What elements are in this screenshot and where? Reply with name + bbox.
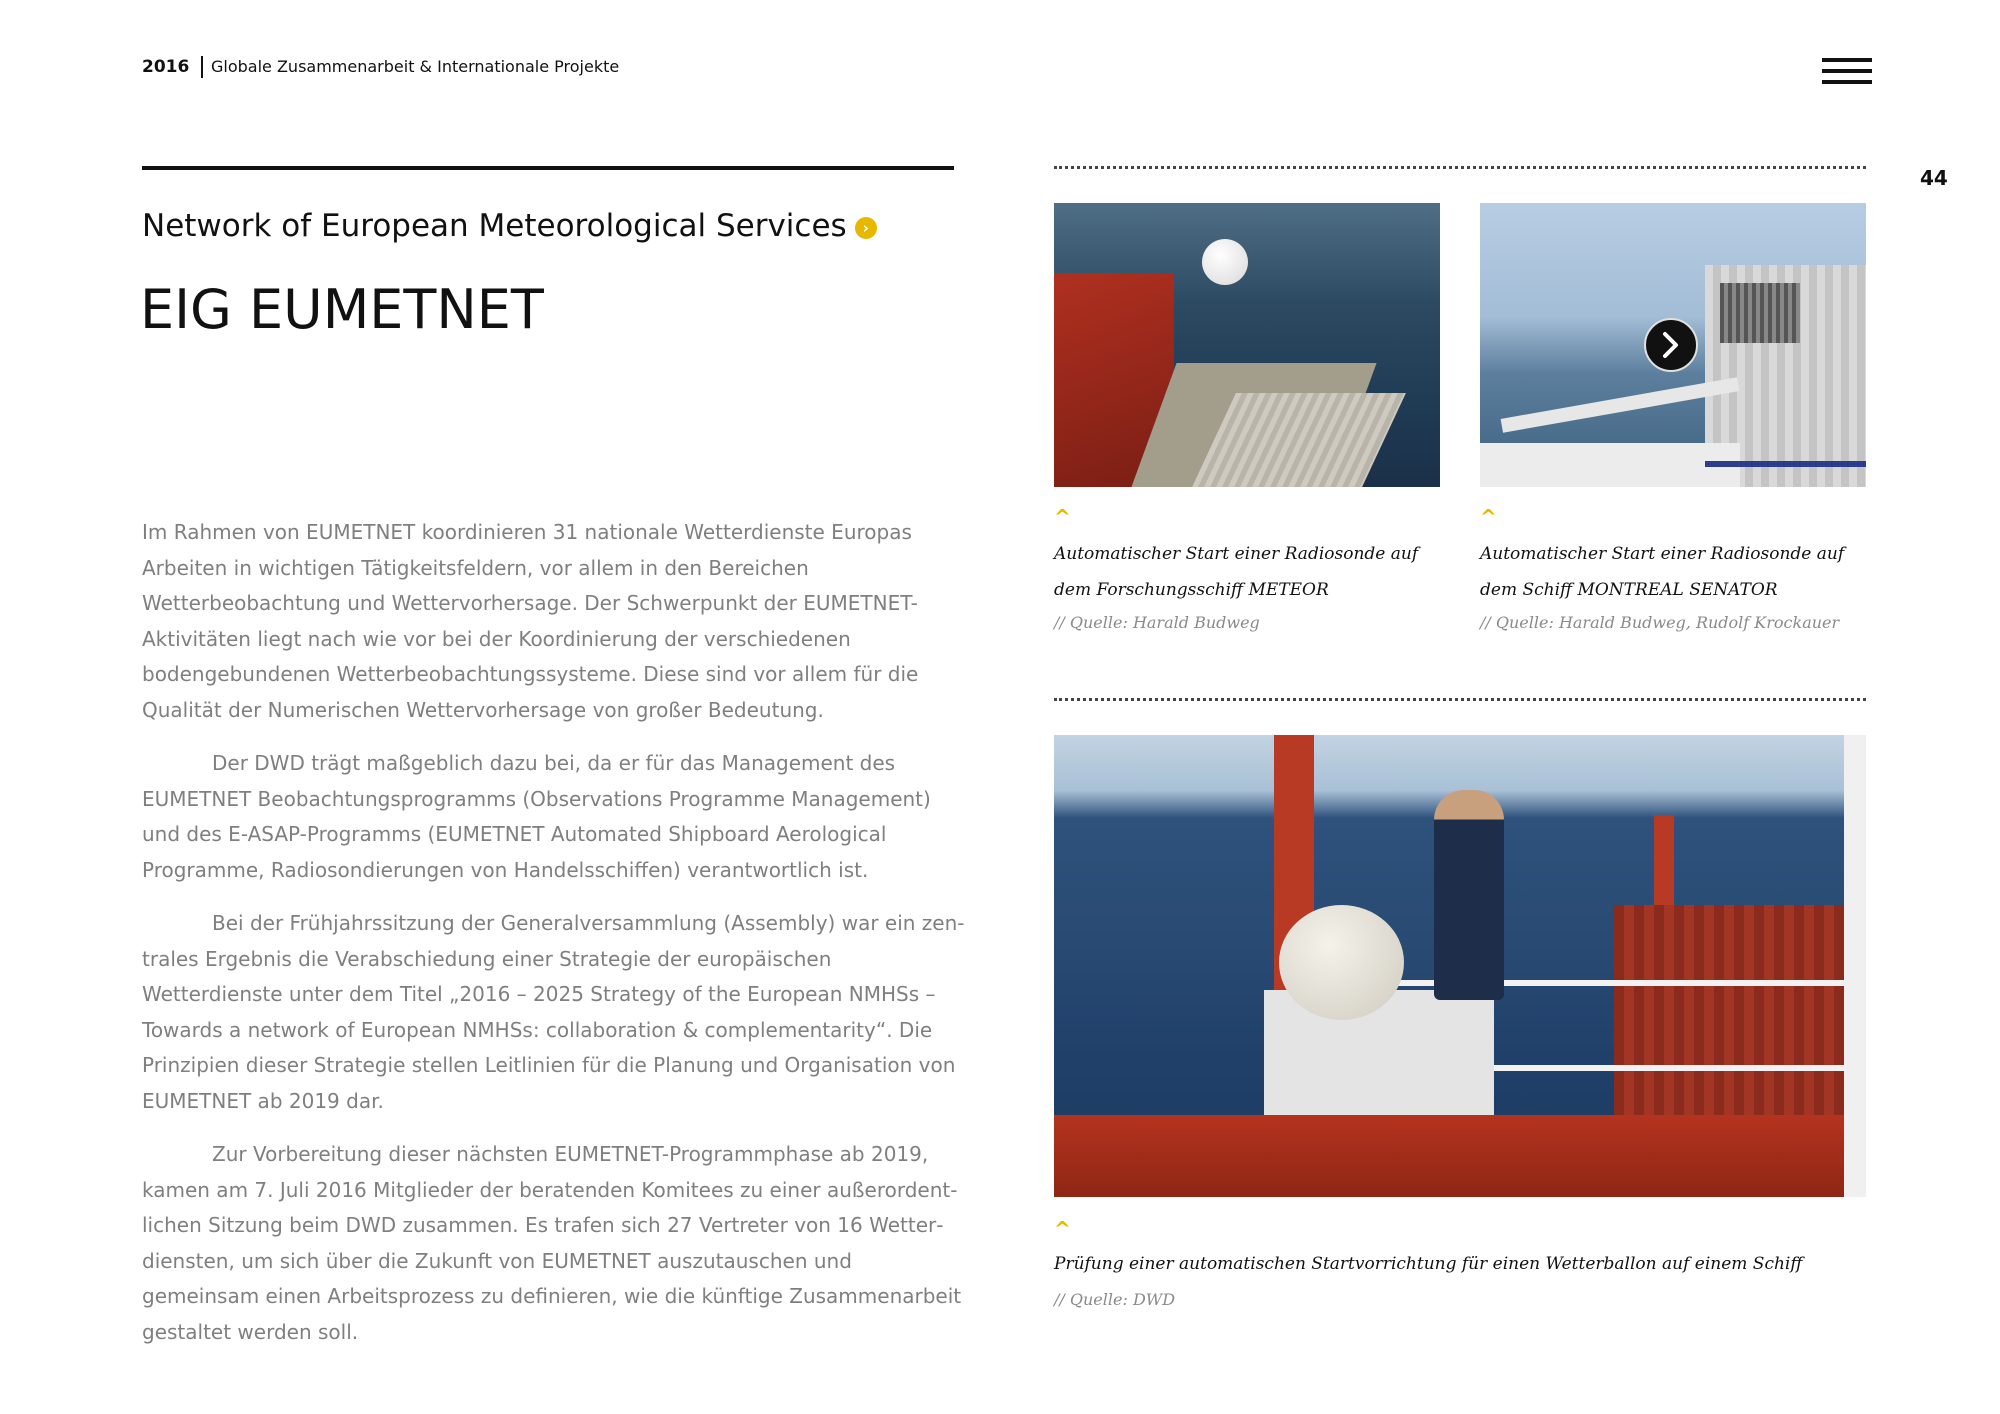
hamburger-menu-icon[interactable] bbox=[1822, 58, 1872, 88]
article-subtitle-text: Network of European Meteorological Services bbox=[142, 208, 847, 244]
article-subtitle bbox=[142, 208, 877, 244]
header-year: 2016 bbox=[142, 57, 190, 77]
dotted-divider bbox=[1054, 698, 1866, 701]
article-title: EIG EUMETNET bbox=[140, 278, 544, 341]
header-section-title: Globale Zusammenarbeit & Internationale Projekte bbox=[211, 57, 620, 76]
chevron-right-icon bbox=[1660, 331, 1682, 359]
photo-balloon-launcher-ship[interactable] bbox=[1054, 735, 1866, 1197]
dotted-divider bbox=[1054, 166, 1866, 169]
caret-up-icon: ^ bbox=[1054, 1217, 1071, 1241]
header-separator bbox=[201, 56, 203, 78]
title-rule bbox=[142, 166, 954, 170]
caret-up-icon: ^ bbox=[1054, 505, 1071, 529]
paragraph: Im Rahmen von EUMETNET koordinieren 31 nationale Wetterdienste Europas Arbeiten in wichtigen Tätigkeitsfeldern, vor allem in den Bereichen Wetterbeobachtung und Wettervorhersage. Der Schwerpunkt der EUMETNET-Aktivitäten liegt nach wie vor bei der Koordinierung der verschiedenen bodengebundenen Wetterbeobachtungssysteme. Diese sind vor allem für die Qualität der Numerischen Wettervorhersage von großer Bedeutung. bbox=[142, 520, 919, 722]
paragraph: Zur Vorbereitung dieser nächsten EUMETNET-Programmphase ab 2019, kamen am 7. Juli 2016 Mitglieder der beratenden Komitees zu einer außerordentlichen Sitzung beim DWD zusammen. Es trafen sich 27 Vertreter von 16 Wetterdiensten, um sich über die Zukunft von EUMETNET auszutauschen und gemeinsam einen Arbeitsprozess zu definieren, wie die künftige Zusammenarbeit gestaltet werden soll. bbox=[142, 1142, 962, 1344]
figure-caption: Automatischer Start einer Radiosonde auf dem Schiff MONTREAL SENATOR bbox=[1480, 544, 1845, 600]
figure-source: // Quelle: Harald Budweg, Rudolf Krockauer bbox=[1480, 613, 1840, 632]
paragraph: Der DWD trägt maßgeblich dazu bei, da er für das Management des EUMETNET Beobachtungsprogramms (Observations Programme Management) und des E-ASAP-Programms (EUMETNET Automated Shipboard Aerological Programme, Radiosondierungen von Handelsschiffen) verantwortlich ist. bbox=[142, 751, 931, 882]
figure-caption: Prüfung einer automatischen Startvorrichtung für einen Wetterballon auf einem Schiff bbox=[1054, 1254, 1803, 1274]
paragraph: Bei der Frühjahrssitzung der Generalversammlung (Assembly) war ein zentrales Ergebnis die Verabschiedung einer Strategie der europäischen Wetterdienste unter dem Titel „2016 – 2025 Strategy of the European NMHSs – Towards a network of European NMHSs: collaboration & complementarity“. Die Prinzipien dieser Strategie stellen Leitlinien für die Planung und Organisation von EUMETNET ab 2019 dar. bbox=[142, 911, 965, 1113]
caret-up-icon: ^ bbox=[1480, 505, 1497, 529]
figure-source: // Quelle: Harald Budweg bbox=[1054, 613, 1260, 632]
next-image-button[interactable] bbox=[1644, 318, 1698, 372]
page-number: 44 bbox=[1920, 166, 1948, 190]
photo-radiosonde-meteor[interactable] bbox=[1054, 203, 1440, 487]
chevron-right-icon[interactable]: › bbox=[855, 217, 877, 239]
figure-source: // Quelle: DWD bbox=[1054, 1290, 1176, 1309]
article-body bbox=[142, 515, 972, 1368]
figure-caption: Automatischer Start einer Radiosonde auf dem Forschungsschiff METEOR bbox=[1054, 544, 1419, 600]
